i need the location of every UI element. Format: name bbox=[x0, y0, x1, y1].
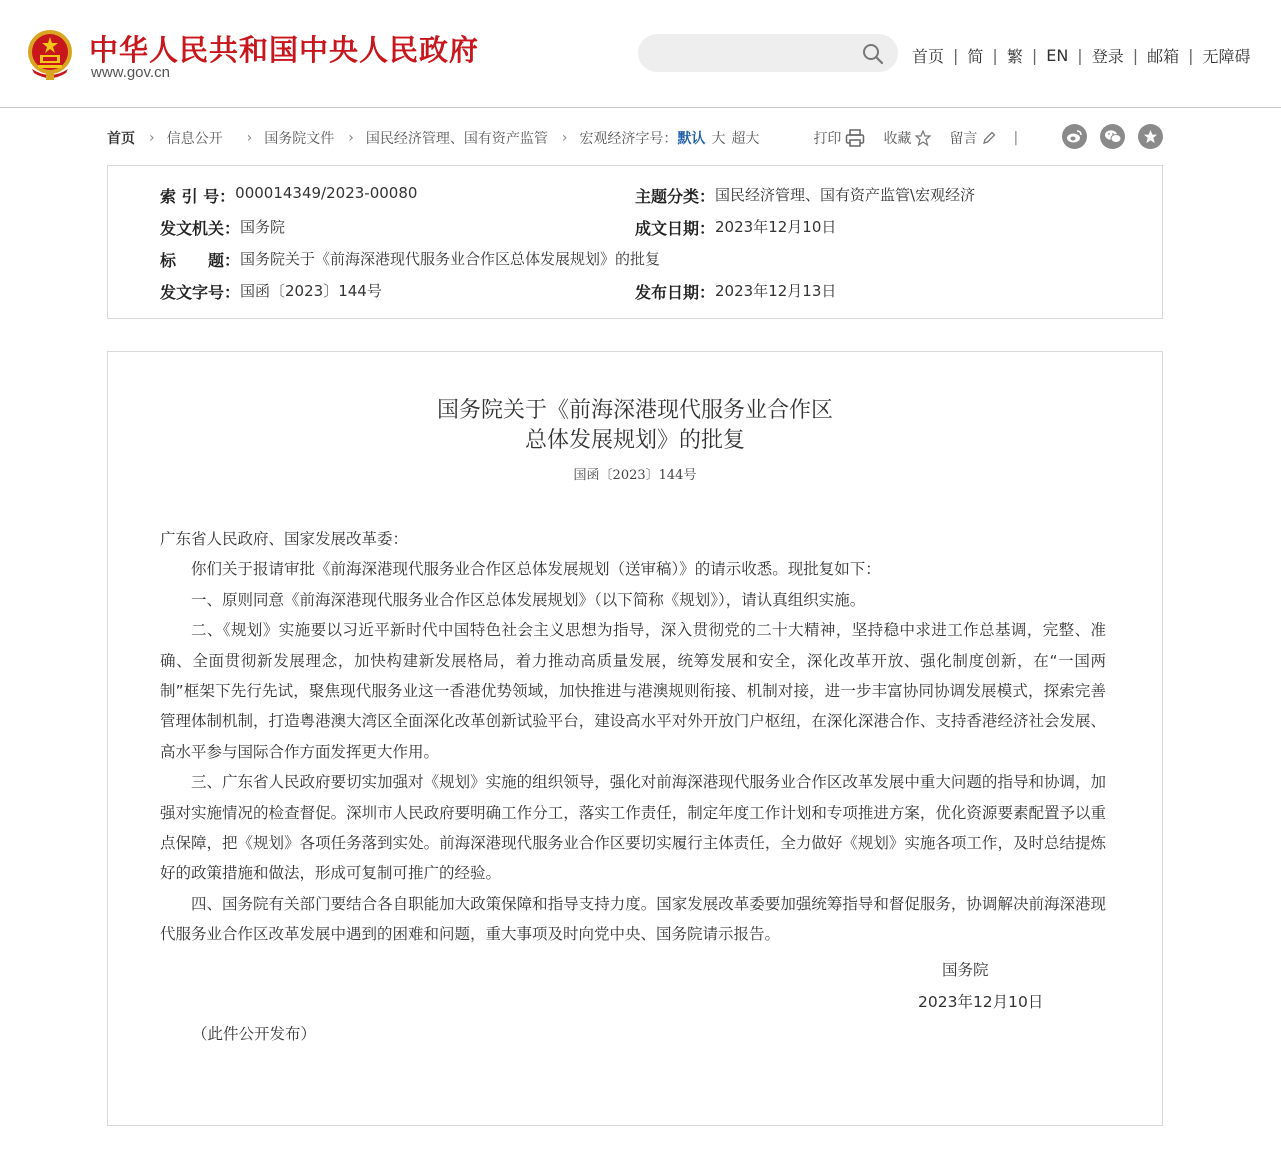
breadcrumb-state-council-docs[interactable]: 国务院文件 bbox=[264, 131, 335, 147]
nav-separator: | bbox=[1077, 46, 1083, 65]
favorite-button[interactable] bbox=[883, 128, 931, 148]
document-number: 国函〔2023〕144号 bbox=[573, 468, 697, 483]
document-title-line1: 国务院关于《前海深港现代服务业合作区 bbox=[436, 398, 833, 423]
nav-separator: | bbox=[1132, 46, 1139, 65]
font-size-default[interactable]: 默认 bbox=[677, 131, 706, 147]
font-size-label: 字号： bbox=[635, 131, 678, 147]
document-body bbox=[160, 524, 1106, 950]
info-index-value: 000014349/2023-00080 bbox=[235, 184, 418, 202]
breadcrumb-info-public[interactable]: 信息公开 bbox=[166, 131, 223, 147]
document-info-box bbox=[107, 165, 1163, 319]
breadcrumb-macro[interactable]: 宏观经济 bbox=[579, 131, 636, 147]
chevron-right-icon: › bbox=[246, 130, 253, 146]
info-docno bbox=[160, 280, 382, 303]
comment-label: 留言 bbox=[949, 131, 978, 147]
nav-login[interactable]: 登录 bbox=[1091, 47, 1124, 66]
breadcrumb-category[interactable]: 国民经济管理、国有资产监管 bbox=[365, 131, 548, 147]
toolbar-divider: | bbox=[1013, 130, 1019, 146]
nav-english[interactable]: EN bbox=[1046, 46, 1069, 65]
nav-separator: | bbox=[992, 46, 998, 65]
salutation: 广东省人民政府、国家发展改革委： bbox=[160, 530, 409, 548]
document-title-line2: 总体发展规划》的批复 bbox=[524, 428, 745, 453]
chevron-right-icon: › bbox=[348, 130, 354, 146]
nav-traditional[interactable]: 繁 bbox=[1006, 47, 1023, 66]
nav-simplified[interactable]: 简 bbox=[967, 47, 984, 66]
document-content bbox=[107, 351, 1163, 1126]
nav-separator: | bbox=[1031, 46, 1038, 65]
search-icon[interactable] bbox=[862, 43, 884, 65]
print-label: 打印 bbox=[813, 131, 842, 147]
site-url[interactable]: www.gov.cn bbox=[91, 64, 170, 81]
star-outline-icon bbox=[915, 130, 931, 146]
document-title bbox=[108, 396, 1162, 456]
paragraph: 一、原则同意《前海深港现代服务业合作区总体发展规划》（以下简称《规划》），请认真组织实施。 bbox=[191, 590, 866, 609]
info-publish-value: 2023年12月13日 bbox=[715, 282, 837, 300]
paragraph: 四、国务院有关部门要结合各自职能加大政策保障和指导支持力度。国家发展改革委要加强统筹指导和督促服务，协调解决前海深港现代服务业合作区改革发展中遇到的困难和问题，重大事项及时向党中央、国务院请示报告。 bbox=[160, 894, 1106, 944]
nav-accessibility[interactable]: 无障碍 bbox=[1202, 47, 1251, 66]
comment-button[interactable] bbox=[949, 128, 997, 148]
sign-date: 2023年12月10日 bbox=[918, 993, 1044, 1011]
nav-separator: | bbox=[1188, 46, 1194, 65]
info-docno-label: 发文字号： bbox=[160, 283, 241, 302]
info-issuer-label: 发文机关： bbox=[160, 219, 241, 238]
info-theme bbox=[635, 184, 975, 207]
nav-separator: | bbox=[953, 46, 959, 65]
paragraph: 你们关于报请审批《前海深港现代服务业合作区总体发展规划（送审稿）》的请示收悉。现批复如下： bbox=[191, 560, 881, 579]
breadcrumb bbox=[107, 127, 1167, 149]
nav-home[interactable]: 首页 bbox=[912, 47, 945, 66]
info-issuer bbox=[160, 216, 285, 239]
info-theme-value: 国民经济管理、国有资产监管\宏观经济 bbox=[715, 186, 976, 204]
weibo-icon[interactable] bbox=[1062, 124, 1087, 149]
info-title bbox=[160, 248, 660, 271]
search-input[interactable] bbox=[654, 42, 854, 64]
font-size-xlarge[interactable]: 超大 bbox=[731, 131, 760, 147]
info-publish-label: 发布日期： bbox=[635, 283, 716, 302]
info-index-label: 索 引 号： bbox=[160, 187, 236, 206]
info-date-label: 成文日期： bbox=[635, 219, 716, 238]
info-date bbox=[635, 216, 836, 239]
info-publish bbox=[635, 280, 836, 303]
info-index bbox=[160, 184, 417, 207]
info-issuer-value: 国务院 bbox=[240, 218, 286, 236]
print-button[interactable] bbox=[813, 128, 865, 148]
national-emblem-icon[interactable] bbox=[26, 29, 74, 81]
font-size-large[interactable]: 大 bbox=[711, 131, 726, 147]
breadcrumb-home[interactable]: 首页 bbox=[107, 131, 135, 147]
favorite-label: 收藏 bbox=[883, 131, 912, 147]
signatory: 国务院 bbox=[942, 961, 989, 979]
printer-icon bbox=[845, 129, 865, 147]
paragraph: 三、广东省人民政府要切实加强对《规划》实施的组织领导，强化对前海深港现代服务业合作区改革发展中重大问题的指导和协调，加强对实施情况的检查督促。深圳市人民政府要明确工作分工，落实工作责任，制定年度工作计划和专项推进方案，优化资源要素配置予以重点保障，把《规划》各项任务落到实处。前海深港现代服务业合作区要切实履行主体责任，全力做好《规划》实施各项工作，及时总结提炼好的政策措施和做法，形成可复制可推广的经验。 bbox=[160, 773, 1106, 883]
info-docno-value: 国函〔2023〕144号 bbox=[240, 282, 382, 300]
publish-note: （此件公开发布） bbox=[192, 1025, 317, 1043]
wechat-icon[interactable] bbox=[1100, 124, 1125, 149]
chevron-right-icon: › bbox=[561, 130, 568, 146]
chevron-right-icon: › bbox=[149, 130, 155, 146]
site-title[interactable]: 中华人民共和国中央人民政府 bbox=[89, 33, 480, 67]
search-box bbox=[638, 34, 898, 72]
site-header bbox=[0, 0, 1281, 108]
paragraph: 二、《规划》实施要以习近平新时代中国特色社会主义思想为指导，深入贯彻党的二十大精神，坚持稳中求进工作总基调，完整、准确、全面贯彻新发展理念，加快构建新发展格局，着力推动高质量发展，统筹发展和安全，深化改革开放、强化制度创新，在“一国两制”框架下先行先试，聚焦现代服务业这一香港优势领域，加快推进与港澳规则衔接、机制对接，进一步丰富协同协调发展模式，探索完善管理体制机制，打造粤港澳大湾区全面深化改革创新试验平台，建设高水平对外开放门户枢纽，在深化深港合作、支持香港经济社会发展、高水平参与国际合作方面发挥更大作用。 bbox=[160, 621, 1106, 761]
top-nav bbox=[912, 44, 1251, 67]
pencil-icon bbox=[981, 130, 997, 146]
info-date-value: 2023年12月10日 bbox=[715, 218, 837, 236]
nav-mail[interactable]: 邮箱 bbox=[1147, 47, 1180, 66]
star-icon[interactable] bbox=[1138, 124, 1163, 149]
info-theme-label: 主题分类： bbox=[635, 187, 716, 206]
info-title-value: 国务院关于《前海深港现代服务业合作区总体发展规划》的批复 bbox=[240, 250, 661, 268]
info-title-label: 标 题： bbox=[160, 251, 241, 270]
